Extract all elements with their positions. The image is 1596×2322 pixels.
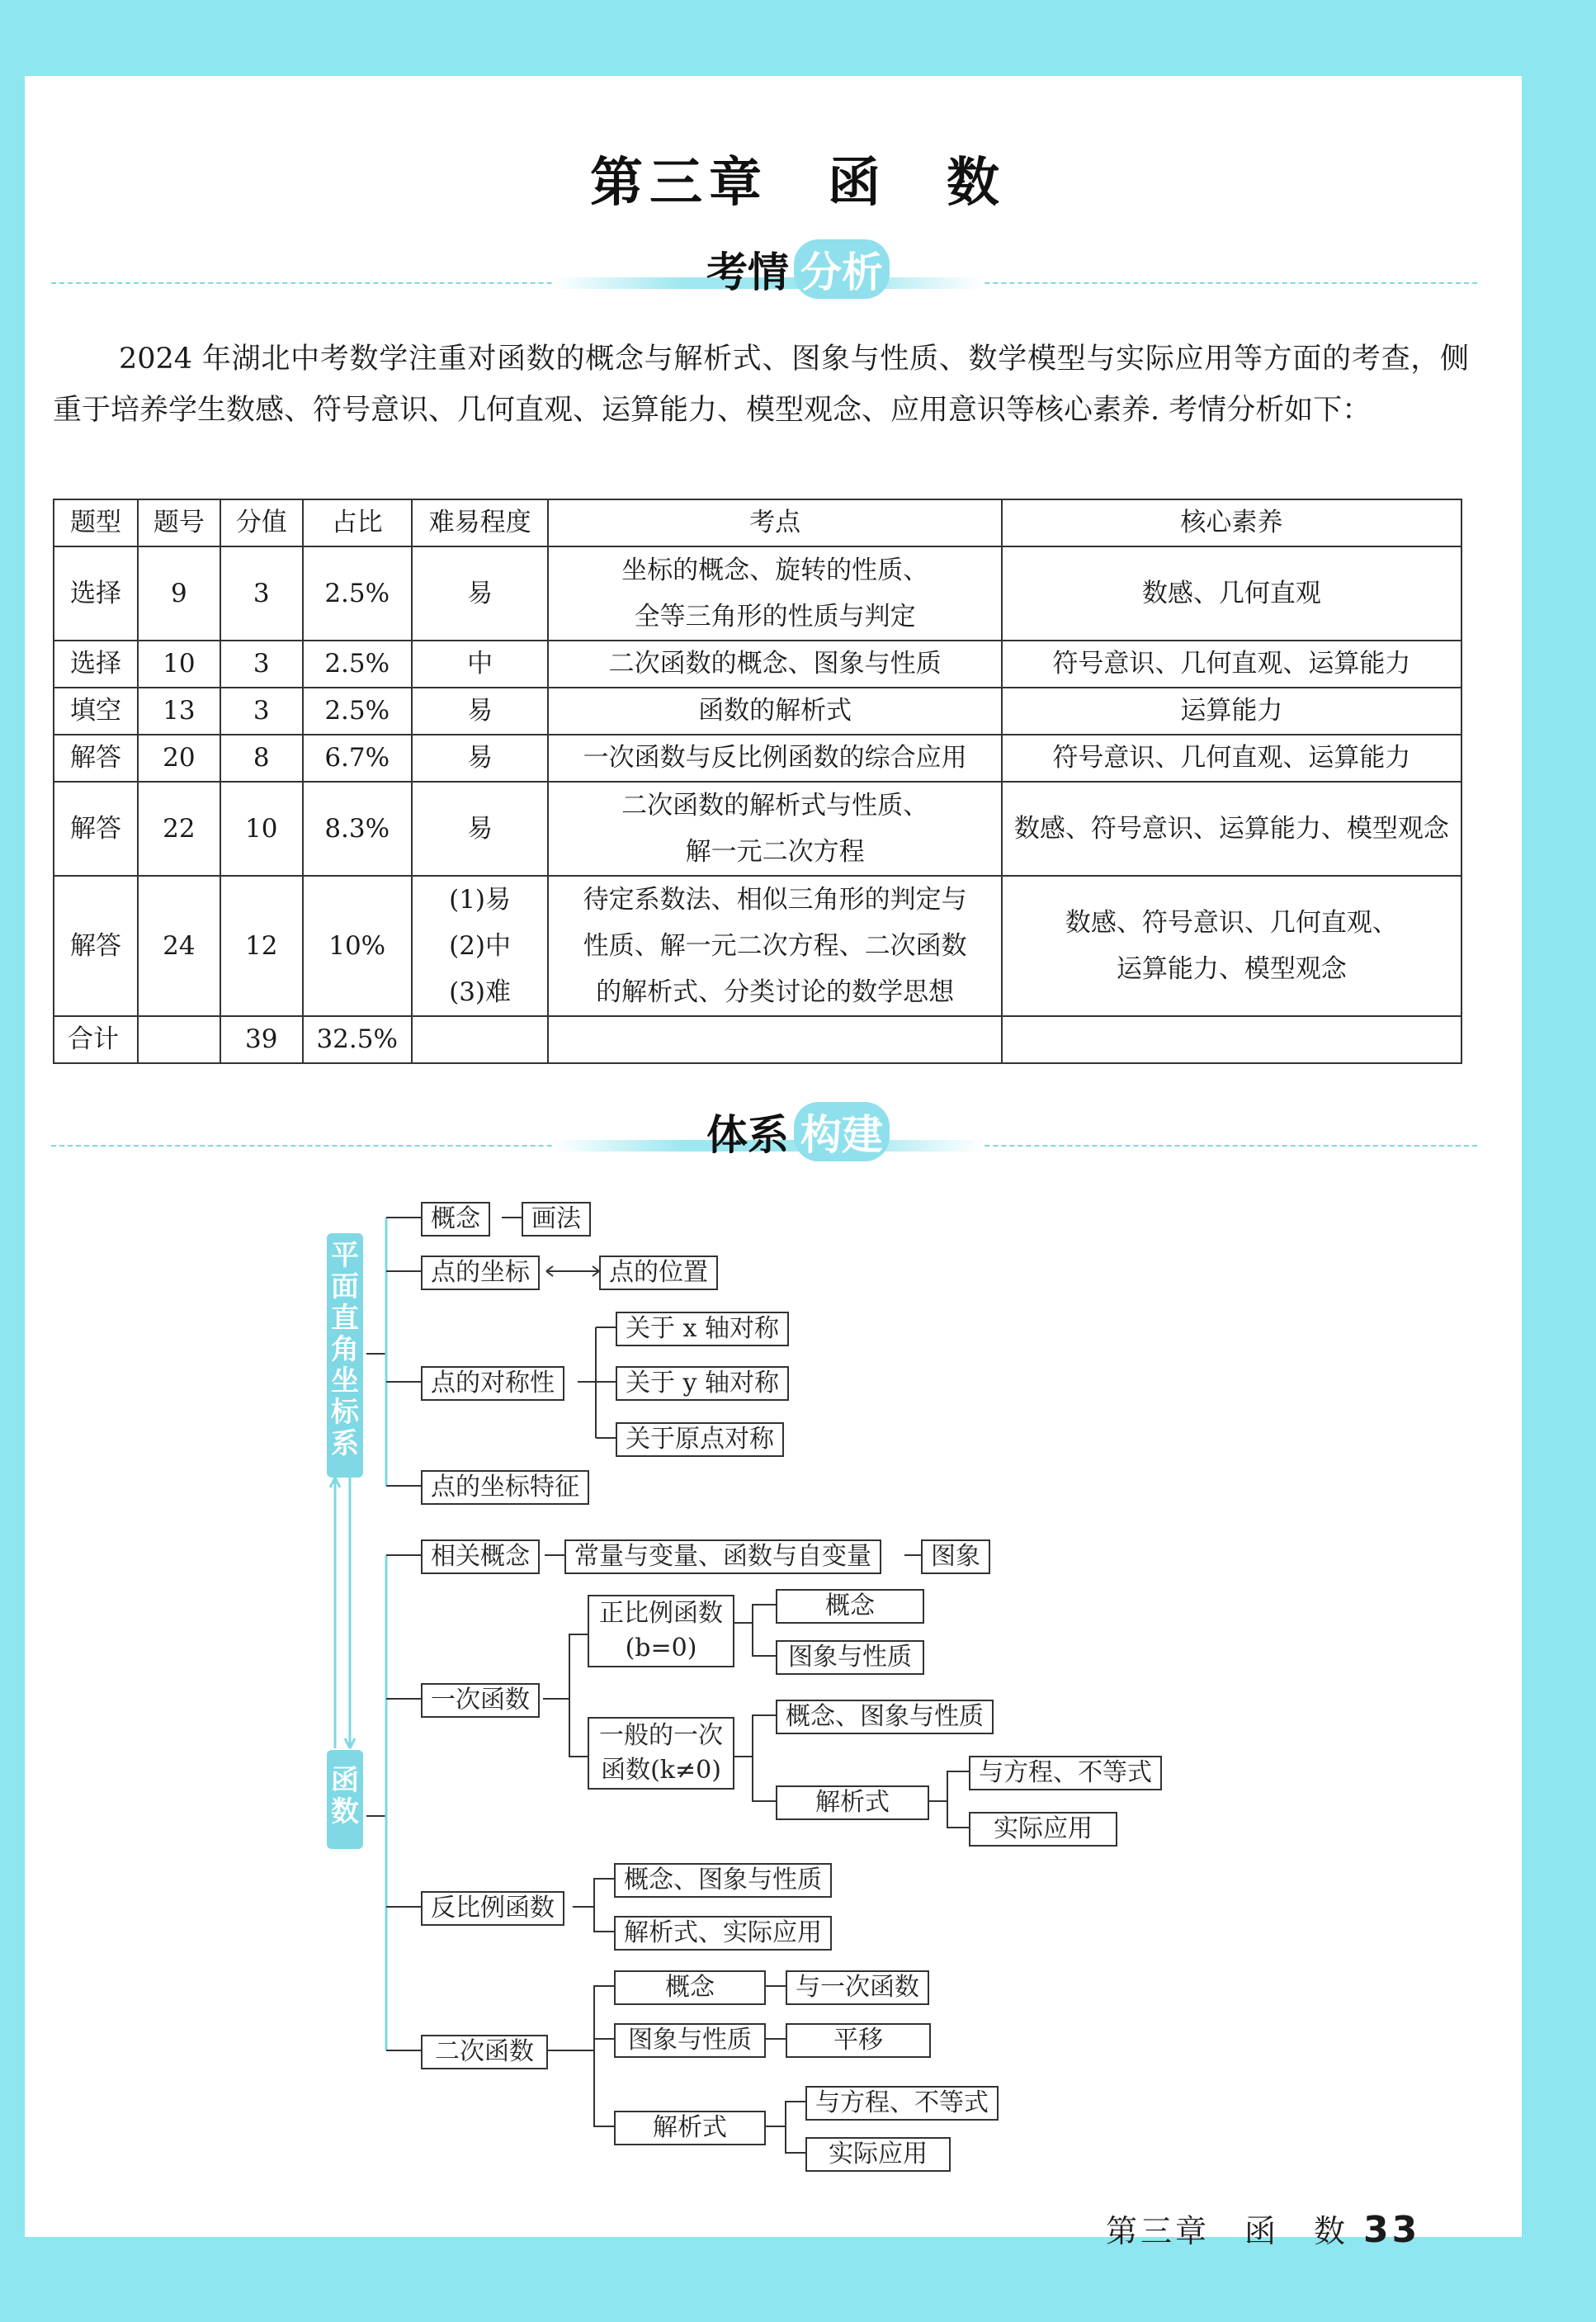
cell-score: 3	[220, 688, 303, 735]
cell-literacy: 符号意识、几何直观、运算能力	[1002, 641, 1461, 688]
cell-no: 20	[138, 735, 220, 782]
cell-ratio: 6.7%	[303, 735, 412, 782]
table-header-cell: 考点	[548, 499, 1001, 546]
cell-difficulty: 易	[412, 735, 549, 782]
cell-score: 3	[220, 641, 303, 688]
connector	[335, 1478, 350, 1748]
cell-line: 性质、解一元二次方程、二次函数	[583, 931, 967, 961]
node-general-linear-function	[588, 1717, 734, 1790]
cell-no: 13	[138, 688, 220, 735]
node-inverse-expression-application: 解析式、实际应用	[614, 1916, 832, 1951]
connector	[734, 1715, 776, 1801]
node-proportional-function	[588, 1595, 734, 1667]
node-general-expression: 解析式	[776, 1785, 929, 1820]
connector	[766, 2102, 805, 2153]
cell-no: 10	[138, 641, 220, 688]
cell-line: (1)易	[449, 885, 512, 915]
mindmap-root-function: 函 数	[327, 1750, 363, 1849]
cell-points: 二次函数的概念、图象与性质	[548, 641, 1001, 688]
cell-total-ratio: 32.5%	[303, 1016, 412, 1063]
cell-type: 解答	[54, 876, 138, 1016]
cell-difficulty: 易	[412, 546, 549, 641]
table-header-cell: 占比	[303, 499, 412, 546]
cell-line: 数感、符号意识、几何直观、	[1065, 908, 1398, 938]
table-header-cell: 核心素养	[1002, 499, 1461, 546]
cell-no: 22	[138, 782, 220, 876]
chapter-title: 第三章 函 数	[590, 153, 1006, 214]
cell-ratio: 8.3%	[303, 782, 412, 876]
cell-line: 的解析式、分类讨论的数学思想	[596, 977, 955, 1007]
cell-total-label: 合计	[54, 1016, 138, 1063]
node-inverse-function: 反比例函数	[421, 1891, 564, 1926]
cell-line: 解一元二次方程	[685, 837, 865, 867]
node-quadratic-equation: 与方程、不等式	[805, 2086, 999, 2121]
cell-line: 运算能力、模型观念	[1116, 954, 1347, 984]
cell-line: 待定系数法、相似三角形的判定与	[583, 885, 967, 915]
cell-line: (2)中	[449, 931, 512, 961]
footer-chapter: 第三章 函 数	[1106, 2213, 1349, 2249]
node-point-position: 点的位置	[599, 1256, 718, 1290]
cell-ratio: 10%	[303, 876, 412, 1016]
cell-score: 3	[220, 546, 303, 641]
node-sym-origin: 关于原点对称	[616, 1422, 784, 1457]
cell-line: (3)难	[449, 977, 512, 1007]
node-symmetry: 点的对称性	[421, 1366, 564, 1401]
table-header-cell: 题型	[54, 499, 138, 546]
node-general-concept-graph: 概念、图象与性质	[776, 1700, 994, 1734]
cell-line: 二次函数的解析式与性质、	[621, 791, 929, 821]
table-header-cell: 题号	[138, 499, 220, 546]
cell-no: 9	[138, 546, 220, 641]
node-quadratic-application: 实际应用	[805, 2137, 951, 2172]
node-sym-x-axis: 关于 x 轴对称	[616, 1312, 789, 1346]
node-line: 函数(k≠0)	[601, 1756, 721, 1785]
node-graph: 图象	[921, 1539, 990, 1574]
cell-no: 24	[138, 876, 220, 1016]
connector	[573, 1879, 614, 1932]
cell-score: 12	[220, 876, 303, 1016]
cell-literacy: 数感、几何直观	[1002, 546, 1461, 641]
node-general-equation: 与方程、不等式	[969, 1756, 1162, 1790]
cell-total-score: 39	[220, 1016, 303, 1063]
node-quadratic-function: 二次函数	[421, 2035, 548, 2069]
node-linear-concept: 概念	[776, 1589, 924, 1624]
cell-score: 8	[220, 735, 303, 782]
connector	[386, 1555, 421, 2050]
node-point-coordinate: 点的坐标	[421, 1256, 540, 1290]
connector	[543, 1634, 588, 1757]
section-title: 考情	[706, 248, 789, 296]
node-quadratic-translation: 平移	[786, 2023, 931, 2058]
intro-paragraph: 2024 年湖北中考数学注重对函数的概念与解析式、图象与性质、数学模型与实际应用等方面的考查，侧重于培养学生数感、符号意识、几何直观、运算能力、模型观念、应用意识等核心素养. 考情分析如下：	[53, 343, 1469, 427]
node-linear-function: 一次函数	[421, 1683, 540, 1718]
section-title-highlight: 构建	[794, 1102, 890, 1161]
node-linear-graph-property: 图象与性质	[776, 1640, 924, 1675]
cell-difficulty: 易	[412, 688, 549, 735]
section-title: 体系	[706, 1111, 789, 1159]
node-line: 正比例函数	[599, 1599, 723, 1628]
node-sym-y-axis: 关于 y 轴对称	[616, 1366, 789, 1401]
cell-type: 选择	[54, 641, 138, 688]
node-line: (b=0)	[625, 1634, 697, 1662]
section-title-highlight: 分析	[794, 239, 890, 299]
connector	[766, 1986, 786, 2039]
cell-type: 解答	[54, 782, 138, 876]
table-header-cell: 难易程度	[412, 499, 549, 546]
cell-line: 全等三角形的性质与判定	[634, 602, 916, 631]
node-quadratic-graph-property: 图象与性质	[614, 2023, 766, 2058]
cell-line: 坐标的概念、旋转的性质、	[621, 556, 929, 585]
cell-points: 函数的解析式	[548, 688, 1001, 735]
cell-ratio: 2.5%	[303, 641, 412, 688]
table-header-cell: 分值	[220, 499, 303, 546]
connector	[929, 1771, 969, 1828]
connector	[596, 1327, 616, 1438]
cell-ratio: 2.5%	[303, 546, 412, 641]
cell-score: 10	[220, 782, 303, 876]
node-quadratic-concept: 概念	[614, 1970, 766, 2005]
cell-type: 填空	[54, 688, 138, 735]
cell-type: 解答	[54, 735, 138, 782]
cell-literacy: 符号意识、几何直观、运算能力	[1002, 735, 1461, 782]
node-related-concepts: 相关概念	[421, 1539, 540, 1574]
node-drawing: 画法	[522, 1202, 591, 1237]
cell-ratio: 2.5%	[303, 688, 412, 735]
node-quadratic-vs-linear: 与一次函数	[786, 1970, 929, 2005]
connector	[548, 1986, 614, 2126]
node-coordinate-feature: 点的坐标特征	[421, 1470, 589, 1505]
node-constant-variable: 常量与变量、函数与自变量	[564, 1539, 881, 1574]
node-line: 一般的一次	[599, 1721, 723, 1750]
cell-points: 一次函数与反比例函数的综合应用	[548, 735, 1001, 782]
page-footer	[1106, 2206, 1420, 2251]
node-concept: 概念	[421, 1202, 490, 1237]
connector	[734, 1605, 776, 1656]
cell-type: 选择	[54, 546, 138, 641]
cell-literacy: 运算能力	[1002, 688, 1461, 735]
cell-literacy: 数感、符号意识、运算能力、模型观念	[1002, 782, 1461, 876]
page-number: 33	[1363, 2209, 1421, 2251]
node-inverse-concept-graph: 概念、图象与性质	[614, 1863, 832, 1898]
node-quadratic-expression: 解析式	[614, 2111, 766, 2145]
cell-difficulty: 中	[412, 641, 549, 688]
mindmap-root-coordinate-system: 平 面 直 角 坐 标 系	[327, 1233, 363, 1478]
node-general-application: 实际应用	[969, 1812, 1117, 1847]
cell-difficulty: 易	[412, 782, 549, 876]
